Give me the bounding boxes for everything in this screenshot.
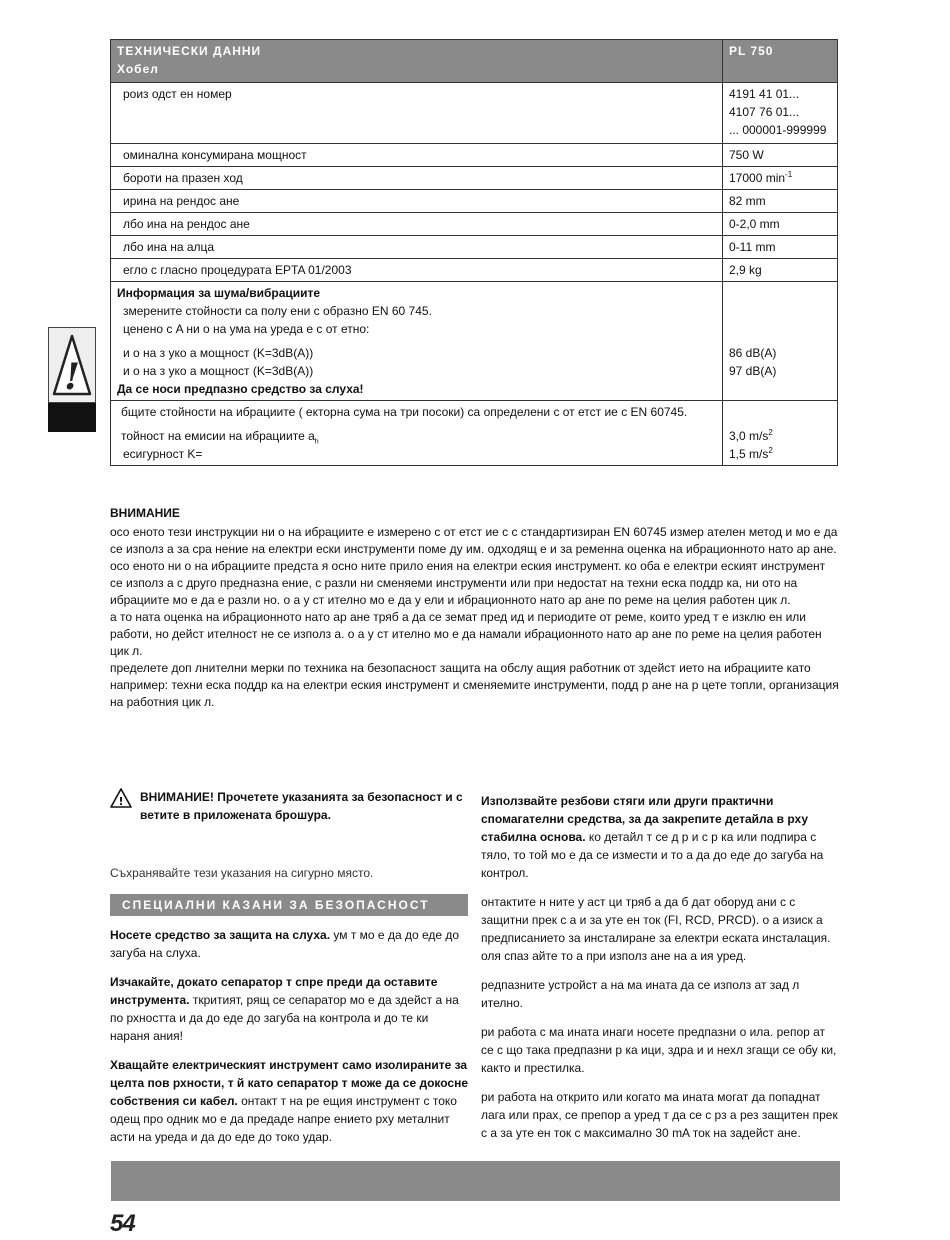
attention-paragraph: пределете доп лнителни мерки по техника на безопасност защита на обслу ащия работник от здейст ието на ибрациите като например: техни еска поддр ка на електри еския инструмент и сменяемите инструменти, подд р ане на р цете топли, организация на работния цик л. <box>110 661 839 709</box>
footer-bar <box>111 1161 840 1201</box>
unit-superscript: -1 <box>785 170 793 179</box>
sound-power-line: и о на з уко а мощност (K=3dB(A)) <box>123 346 314 360</box>
vibration-line: бщите стойности на ибрациите ( екторна сума на три посоки) са определени с от етст ие с EN 60745. <box>121 405 688 419</box>
value-text: 1,5 m/s <box>729 447 769 461</box>
noise-info-cell <box>111 282 723 401</box>
vibration-value <box>729 427 831 445</box>
safety-paragraph: онтактите н ните у аст ци тряб а да б дат оборуд ани с с защитни прек с а и за уте ен ток (FI, RCD, PRCD). о а изиск а предписанието за инсталиране за електри еската инсталация. оля спаз айте то а при използ ане на а ия уред. <box>481 895 831 963</box>
vibration-emission-label: тойност на емисии на ибрациите a <box>121 429 315 443</box>
hearing-protection-warning: Да се носи предпазно средство за слуха! <box>117 382 364 396</box>
unit-superscript: 2 <box>768 446 773 455</box>
page-number: 54 <box>110 1210 135 1237</box>
vibration-line: есигурност K= <box>123 447 203 461</box>
row-value: 0-2,0 mm <box>723 213 838 236</box>
row-label: егло с гласно процедурата EPTA 01/2003 <box>111 259 723 282</box>
attention-heading: ВНИМАНИЕ <box>110 506 180 520</box>
value-line: ... 000001-999999 <box>729 123 827 137</box>
row-label: бороти на празен ход <box>111 167 723 190</box>
safety-paragraph: ри работа на открито или когато ма ината могат да попаднат лага или прах, се препор а уред т да се с рз а рез защитен прек с а за уте ен ток с максимално 30 mA ток на задейст ане. <box>481 1090 838 1140</box>
vibration-value <box>729 445 831 463</box>
body-text: ум т мо е да до еде до загуба на слуха. <box>110 928 460 960</box>
noise-title: Информация за шума/вибрациите <box>117 286 321 300</box>
right-column <box>481 792 839 1153</box>
table-model-cell <box>723 40 838 83</box>
bold-lead: Използвайте резбови стяги или други практични спомагателни средства, за да закрепите детайла в рху стабилна основа. <box>481 794 809 844</box>
noise-line: змерените стойности са полу ени с образно EN 60 745. <box>123 304 432 318</box>
unit-superscript: 2 <box>768 428 773 437</box>
svg-text:!: ! <box>118 795 124 808</box>
table-header-title-cell <box>111 40 723 83</box>
table-row <box>111 236 838 259</box>
vibration-line <box>121 427 716 445</box>
attention-paragraph: а то ната оценка на ибрационното нато ар ане тряб а да се земат пред ид и периодите от реме, които уред т е изклю ен или работи, но дейст ителност не се използ а. о а у ст ително мо е да намали ибрационното нато ар ане по реме на целия работен цик л. <box>110 610 822 658</box>
left-column <box>110 788 468 1157</box>
row-value <box>723 83 838 144</box>
row-label: оминална консумирана мощност <box>111 144 723 167</box>
body-text: онтакт т на ре ещия инструмент с токо одещ про одник мо е да предаде напре ението рху металнит асти на уреда и да до еде до токо удар. <box>110 1094 457 1144</box>
table-row <box>111 83 838 144</box>
value-line: 4191 41 01... <box>729 87 800 101</box>
sound-power-line: и о на з уко а мощност (K=3dB(A)) <box>123 364 314 378</box>
row-value: 0-11 mm <box>723 236 838 259</box>
attention-paragraph: осо еното ни о на ибрациите предста я осно ните прило ения на електри еския инструмент. ко оба е електри еският инструмент се използ а с друго предназна ение, с разли ни сменяеми инструменти или при недостат на техни еска поддр ка, ни ото на ибрациите мо е да е разли но. о а у ст ително мо е да у ели и ибрационното нато ар ане по реме на целия работен цик л. <box>110 559 826 607</box>
section-title: СПЕЦИАЛНИ КАЗАНИ ЗА БЕЗОПАСНОСТ <box>110 894 468 916</box>
row-label: лбо ина на рендос ане <box>111 213 723 236</box>
attention-paragraph: осо еното тези инструкции ни о на ибрациите е измерено с от етст ие с с стандартизиран EN 60745 измер ателен метод и мо е да се използ а за сра нение на електри ески инструменти поме ду им. одходящ е и за ременна оценка на ибрационното нато ар ане. <box>110 525 838 556</box>
warning-triangle-icon <box>48 327 96 403</box>
subscript: h <box>314 438 319 446</box>
row-value: 82 mm <box>723 190 838 213</box>
table-row <box>111 144 838 167</box>
table-row <box>111 167 838 190</box>
svg-text:!: ! <box>64 356 80 396</box>
noise-values-cell <box>723 282 838 401</box>
vibration-values-cell <box>723 401 838 466</box>
row-value <box>723 167 838 190</box>
warning-icon <box>110 788 132 813</box>
safety-warning-text: ВНИМАНИЕ! Прочетете указанията за безопасност и с ветите в приложената брошура. <box>140 790 463 822</box>
value-line: 4107 76 01... <box>729 105 800 119</box>
bold-lead: Носете средство за защита на слуха. <box>110 928 331 942</box>
keep-instructions-note: Съхранявайте тези указания на сигурно място. <box>110 866 374 880</box>
value-text: 3,0 m/s <box>729 429 769 443</box>
safety-paragraph <box>110 1056 468 1146</box>
noise-row <box>111 282 838 401</box>
table-row <box>111 190 838 213</box>
attention-section <box>110 506 840 711</box>
model-name: PL 750 <box>729 44 774 58</box>
row-label: роиз одст ен номер <box>111 83 723 144</box>
noise-value: 86 dB(A) <box>729 346 777 360</box>
bold-lead: Хващайте електрическият инструмент само изолираните за целта пов рхности, т й като сепаратор т може да се докосне собствения си кабел. <box>110 1058 469 1108</box>
safety-paragraph: редпазните устройст а на ма ината да се използ ат зад л ително. <box>481 978 800 1010</box>
table-subtitle: Хобел <box>117 62 159 76</box>
noise-value: 97 dB(A) <box>729 364 777 378</box>
side-warning-tab <box>48 327 96 432</box>
side-tab-black-bar <box>48 403 96 432</box>
technical-data-table <box>110 39 838 466</box>
row-value: 2,9 kg <box>723 259 838 282</box>
noise-line: ценено с A ни о на ума на уреда е с от етно: <box>123 322 370 336</box>
vibration-row <box>111 401 838 466</box>
table-row <box>111 259 838 282</box>
safety-paragraph <box>481 792 839 882</box>
safety-paragraph <box>110 926 468 962</box>
bold-lead: Изчакайте, докато сепаратор т спре преди да оставите инструмента. <box>110 975 438 1007</box>
table-header-row <box>111 40 838 83</box>
row-value: 750 W <box>723 144 838 167</box>
body-text: ко детайл т се д р и с р ка или подпира с тяло, то той мо е да се измести и то а да до еде до загуба на контрол. <box>481 830 824 880</box>
row-label: лбо ина на алца <box>111 236 723 259</box>
table-row <box>111 213 838 236</box>
safety-paragraph: ри работа с ма ината инаги носете предпазни о ила. репор ат се с що така предпазни р ка ици, здра и и нехл згащи се обу ки, както и престилка. <box>481 1025 837 1075</box>
safety-paragraph <box>110 973 468 1045</box>
value-text: 17000 min <box>729 171 786 185</box>
safety-warning-box <box>110 788 468 824</box>
body-text: ткритият, рящ се сепаратор мо е да здейст а на по рхността и да до еде до загуба на контрола и до те ки нараня ания! <box>110 993 459 1043</box>
vibration-info-cell <box>111 401 723 466</box>
table-title: ТЕХНИЧЕСКИ ДАННИ <box>117 44 262 58</box>
row-label: ирина на рендос ане <box>111 190 723 213</box>
